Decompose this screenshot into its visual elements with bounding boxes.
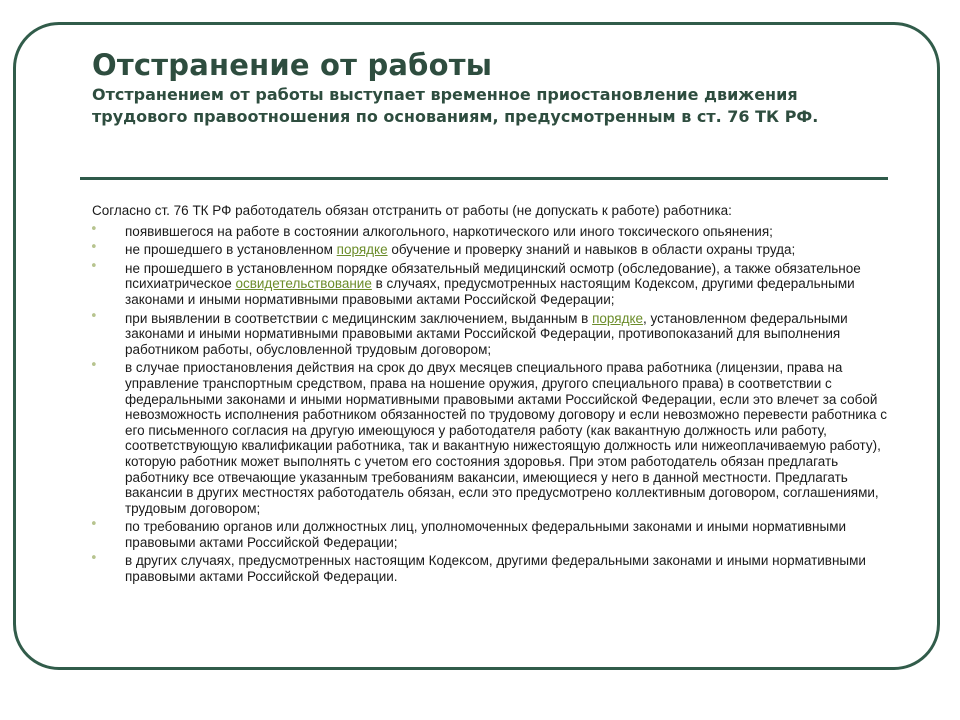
bullet-icon: • — [90, 308, 98, 324]
list-item — [92, 519, 892, 550]
item-text-before: при выявлении в соответствии с медицинским заключением, выданным в — [125, 310, 593, 326]
intro-text: Согласно ст. 76 ТК РФ работодатель обязан отстранить от работы (не допускать к работе) работника: — [92, 203, 732, 218]
item-text-before: не прошедшего в установленном порядке обязательный медицинский осмотр (обследование), а также обязательное психиатрическое — [125, 260, 861, 292]
poryadok-link[interactable]: порядке — [336, 242, 388, 258]
slide-body — [92, 203, 892, 588]
title-divider — [80, 177, 888, 180]
poryadok-link[interactable]: порядке — [592, 310, 644, 326]
item-text: в других случаях, предусмотренных настоящим Кодексом, другими федеральными законами и иными нормативными правовыми актами Российской Федерации. — [125, 553, 866, 585]
bullet-icon: • — [90, 551, 98, 567]
list-item — [90, 258, 892, 308]
item-text: появившегося на работе в состоянии алкогольного, наркотического или иного токсического опьянения; — [125, 223, 773, 239]
osvidetelstvovanie-link[interactable]: освидетельствование — [235, 276, 372, 292]
item-text-before: не прошедшего в установленном — [125, 242, 337, 258]
slide-title: Отстранение от работы — [92, 48, 493, 82]
item-text-after: , установленном федеральными законами и иными нормативными правовыми актами Российской Федерации, противопоказаний для выполнения работником работы, обусловленной трудовым договором; — [125, 310, 848, 357]
list-item — [90, 221, 892, 240]
slide-subtitle: Отстранением от работы выступает временное приостановление движения трудового правоотношения по основаниям, предусмотренным в ст. 76 ТК РФ. — [92, 85, 819, 126]
bullet-icon: • — [90, 358, 98, 374]
list-item — [92, 242, 892, 258]
item-text-after: в случаях, предусмотренных настоящим Кодексом, другими федеральными законами и иными нормативными правовыми актами Российской Федерации; — [125, 276, 855, 307]
list-item — [92, 553, 892, 584]
grounds-list — [90, 221, 892, 585]
list-item — [92, 360, 892, 516]
item-text-after: обучение и проверку знаний и навыков в области охраны труда; — [387, 242, 796, 258]
list-item — [90, 308, 892, 358]
bullet-icon: • — [90, 240, 98, 256]
item-text: по требованию органов или должностных лиц, уполномоченных федеральными законами и иными нормативными правовыми актами Российской Федерации; — [125, 519, 847, 550]
bullet-icon: • — [90, 221, 98, 237]
item-text: в случае приостановления действия на срок до двух месяцев специального права работника (лицензии, права на управление транспортным средством, права на ношение оружия, другого специального права) в соответствии с федеральными законами и иными нормативными правовыми актами Российской Федерации, если это влечет за собой невозможность исполнения работником обязанностей по трудовому договору и если невозможно перевести работника с его письменного согласия на другую имеющуюся у работодателя работу (как вакантную должность или работу, соответствующую квалификации работника, так и вакантную нижестоящую должность или нижеоплачиваемую работу), которую работник может выполнять с учетом его состояния здоровья. При этом работодатель обязан предлагать работнику все отвечающие указанным требованиям вакансии, имеющиеся у него в данной местности. Предлагать вакансии в других местностях работодатель обязан, если это предусмотрено коллективным договором, соглашениями, трудовым договором; — [125, 360, 888, 516]
bullet-icon: • — [90, 258, 98, 274]
bullet-icon: • — [90, 517, 98, 533]
